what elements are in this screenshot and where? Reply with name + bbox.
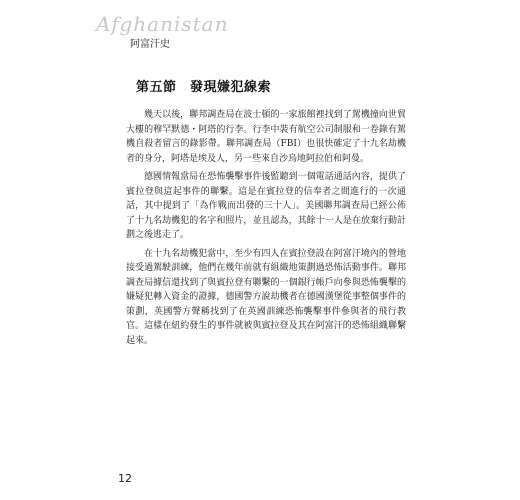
running-header-subtitle: 阿富汗史 (130, 39, 170, 50)
paragraph: 幾天以後，聯邦調查局在波士頓的一家旅館裡找到了駕機撞向世貿大樓的穆罕默德・阿塔的行李。行李中裝有航空公司制服和一卷錄有駕機自殺者留言的錄影帶。聯邦調查局（FBI）也很快確定了十九名劫機者的身分，阿塔是埃及人，另一些來自沙烏地阿拉伯和阿曼。 (126, 110, 406, 164)
section-heading: 第五節 發現嫌犯線索 (136, 80, 272, 95)
running-header-script-title: Afghanistan (96, 12, 229, 36)
paragraph: 在十九名劫機犯當中，至少有四人在賓拉登設在阿富汗境內的營地接受過駕駛訓練，他們在幾年前就有組織地策劃過恐怖活動事件。聯邦調查局據信還找到了與賓拉登有聯繫的一個銀行帳戶向參與恐怖襲擊的嫌疑犯轉入資金的證據，德國警方說劫機者在德國漢堡從事整個事件的策劃，英國警方聲稱找到了在英國訓練恐怖襲擊事件參與者的飛行教官。這樣在紐約發生的事件就被與賓拉登及其在阿富汗的恐怖組織聯繫起來。 (126, 248, 406, 346)
paragraph: 德國情報當局在恐怖襲擊事件後監聽到一個電話通話內容，提供了賓拉登與這起事件的聯繫。這是在賓拉登的信奉者之間進行的一次通話，其中提到了「為作戰而出發的三十人」。美國聯邦調查局已經公佈了十九名劫機犯的名字和照片，並且認為，其餘十一人是在放棄行動計劃之後逃走了。 (126, 172, 406, 240)
body-text (126, 108, 406, 352)
page-number: 12 (118, 472, 132, 485)
